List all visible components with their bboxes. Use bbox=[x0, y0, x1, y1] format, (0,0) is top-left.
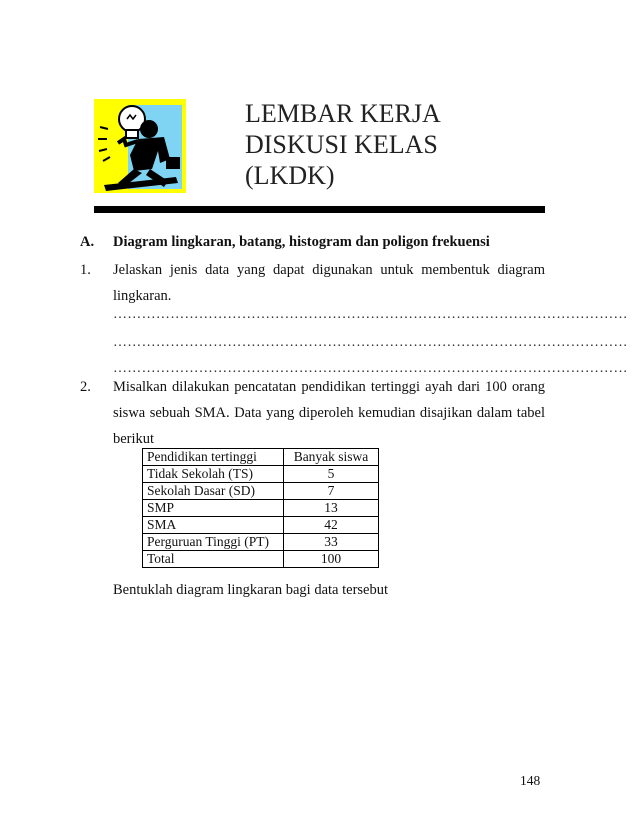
table-cell: Sekolah Dasar (SD) bbox=[143, 483, 284, 500]
table-row bbox=[143, 500, 379, 517]
thinking-man-lightbulb-clipart bbox=[94, 99, 186, 193]
table-cell: 100 bbox=[284, 551, 379, 568]
table-row bbox=[143, 534, 379, 551]
question-number: 2. bbox=[80, 379, 91, 395]
table-row bbox=[143, 517, 379, 534]
education-table bbox=[142, 448, 379, 568]
answer-line: ……………………………………………………………………………………………… bbox=[113, 307, 628, 322]
table-cell: 5 bbox=[284, 466, 379, 483]
section-heading bbox=[80, 234, 490, 251]
table-cell: Perguruan Tinggi (PT) bbox=[143, 534, 284, 551]
question-text: Misalkan dilakukan pencatatan pendidikan tertinggi ayah dari 100 orang siswa sebuah SMA. Data yang diperoleh kemudian disajikan dalam tabel berikut bbox=[113, 379, 545, 447]
table-cell: SMP bbox=[143, 500, 284, 517]
instruction-text: Bentuklah diagram lingkaran bagi data tersebut bbox=[113, 582, 389, 598]
table-header-row bbox=[143, 449, 379, 466]
title-line-1: LEMBAR KERJA bbox=[245, 99, 441, 128]
page-number: 148 bbox=[520, 773, 541, 788]
title-line-3: (LKDK) bbox=[245, 161, 335, 190]
table-cell: 13 bbox=[284, 500, 379, 517]
question-text: Jelaskan jenis data yang dapat digunakan untuk membentuk diagram lingkaran. bbox=[113, 262, 545, 304]
table-header-cell: Banyak siswa bbox=[284, 449, 379, 466]
table-cell: 33 bbox=[284, 534, 379, 551]
table-row bbox=[143, 466, 379, 483]
table-cell: Total bbox=[143, 551, 284, 568]
table-cell: 7 bbox=[284, 483, 379, 500]
title-line-2: DISKUSI KELAS bbox=[245, 130, 438, 159]
question-number: 1. bbox=[80, 262, 91, 278]
worksheet-title bbox=[245, 98, 441, 191]
table-row bbox=[143, 483, 379, 500]
answer-line: ……………………………………………………………………………………………… bbox=[113, 335, 628, 350]
header-divider bbox=[94, 206, 545, 213]
table-total-row bbox=[143, 551, 379, 568]
question-1 bbox=[80, 257, 545, 309]
answer-line: ……………………………………………………………………………………………… bbox=[113, 361, 628, 376]
section-label: A. bbox=[80, 234, 95, 250]
table-cell: SMA bbox=[143, 517, 284, 534]
table-header-cell: Pendidikan tertinggi bbox=[143, 449, 284, 466]
section-title: Diagram lingkaran, batang, histogram dan poligon frekuensi bbox=[113, 234, 490, 250]
table-cell: 42 bbox=[284, 517, 379, 534]
question-2 bbox=[80, 374, 545, 452]
table-cell: Tidak Sekolah (TS) bbox=[143, 466, 284, 483]
